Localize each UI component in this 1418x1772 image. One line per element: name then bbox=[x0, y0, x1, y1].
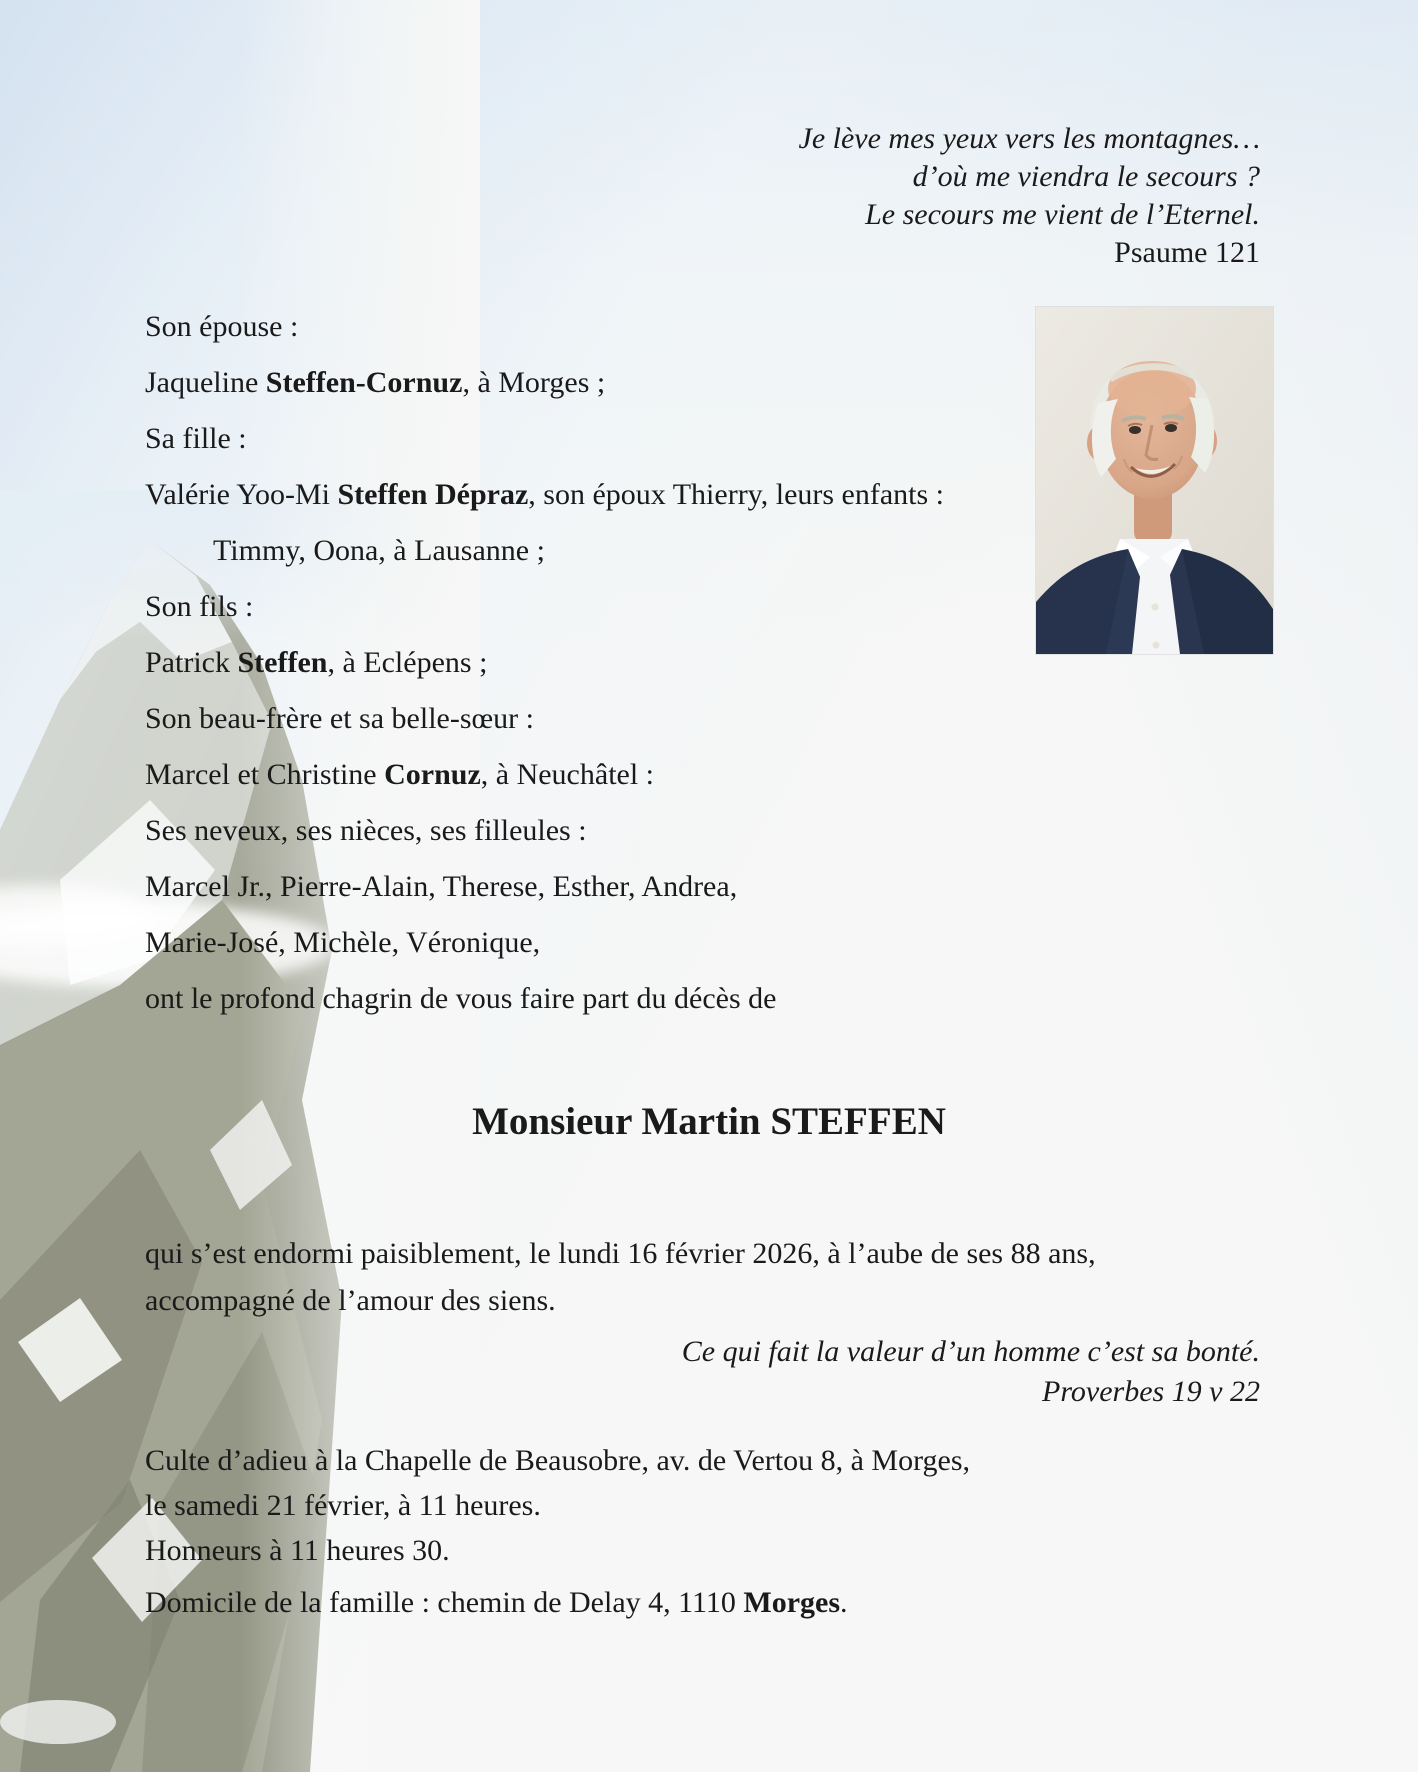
deceased-name-title: Monsieur Martin STEFFEN bbox=[472, 1100, 946, 1143]
family-line bbox=[145, 691, 944, 747]
family-line bbox=[145, 467, 944, 523]
text-segment: . bbox=[840, 1586, 848, 1619]
text-segment: , à Neuchâtel : bbox=[480, 758, 655, 791]
text-segment: , à Morges ; bbox=[462, 366, 606, 399]
psalm-attribution: Psaume 121 bbox=[1114, 236, 1260, 269]
family-line bbox=[145, 523, 944, 579]
bold-name-segment: Steffen-Cornuz bbox=[265, 366, 463, 399]
text-segment: ont le profond chagrin de vous faire part du décès de bbox=[145, 982, 777, 1015]
psalm-quote-line: d’où me viendra le secours ? bbox=[912, 160, 1260, 193]
bold-name-segment: Morges bbox=[743, 1586, 841, 1619]
deceased-photo bbox=[1036, 307, 1273, 654]
psalm-quote-line: Je lève mes yeux vers les montagnes… bbox=[798, 122, 1260, 155]
proverb-quote-lines bbox=[682, 1332, 1260, 1372]
text-segment: Domicile de la famille : chemin de Delay 4, 1110 bbox=[145, 1586, 744, 1619]
service-detail-line: Honneurs à 11 heures 30. bbox=[145, 1534, 450, 1567]
bold-name-segment: Steffen Dépraz bbox=[337, 478, 529, 511]
bold-name-segment: Cornuz bbox=[384, 758, 481, 791]
family-line bbox=[145, 411, 944, 467]
family-list bbox=[145, 299, 944, 1027]
text-segment: , son époux Thierry, leurs enfants : bbox=[528, 478, 945, 511]
family-line bbox=[145, 971, 944, 1027]
service-detail-line: le samedi 21 février, à 11 heures. bbox=[145, 1489, 541, 1522]
death-announcement-paragraph: qui s’est endormi paisiblement, le lundi 16 février 2026, à l’aube de ses 88 ans, accompagné de l’amour des siens. bbox=[145, 1237, 1096, 1317]
text-segment: Patrick bbox=[145, 646, 238, 679]
psalm-quote-lines bbox=[799, 120, 1260, 234]
bold-name-segment: Steffen bbox=[237, 646, 328, 679]
text-segment: Ses neveux, ses nièces, ses filleules : bbox=[145, 814, 587, 847]
proverb-attribution: Proverbes 19 v 22 bbox=[1042, 1375, 1260, 1408]
family-line bbox=[145, 803, 944, 859]
family-line bbox=[145, 915, 944, 971]
text-segment: Marie-José, Michèle, Véronique, bbox=[145, 926, 541, 959]
family-residence-line bbox=[145, 1580, 848, 1625]
psalm-quote-line: Le secours me vient de l’Eternel. bbox=[865, 198, 1260, 231]
family-line bbox=[145, 355, 944, 411]
text-segment: Sa fille : bbox=[145, 422, 247, 455]
family-line bbox=[145, 579, 944, 635]
text-segment: Son beau-frère et sa belle-sœur : bbox=[145, 702, 535, 735]
text-segment: Son épouse : bbox=[145, 310, 299, 343]
service-detail-line: Culte d’adieu à la Chapelle de Beausobre, av. de Vertou 8, à Morges, bbox=[145, 1444, 971, 1477]
text-segment: Timmy, Oona, à Lausanne ; bbox=[213, 534, 545, 567]
proverb-quote-line: Ce qui fait la valeur d’un homme c’est sa bonté. bbox=[681, 1335, 1260, 1368]
text-segment: Valérie Yoo-Mi bbox=[145, 478, 338, 511]
family-line bbox=[145, 859, 944, 915]
family-line bbox=[145, 635, 944, 691]
text-segment: Son fils : bbox=[145, 590, 254, 623]
psalm-quote bbox=[799, 120, 1260, 272]
text-segment: Marcel Jr., Pierre-Alain, Therese, Esther, Andrea, bbox=[145, 870, 738, 903]
funeral-service-details bbox=[145, 1438, 970, 1573]
family-line bbox=[145, 299, 944, 355]
family-line bbox=[145, 747, 944, 803]
text-segment: Jaqueline bbox=[145, 366, 266, 399]
proverb-quote bbox=[682, 1332, 1260, 1412]
text-segment: Marcel et Christine bbox=[145, 758, 385, 791]
text-segment: , à Eclépens ; bbox=[327, 646, 488, 679]
